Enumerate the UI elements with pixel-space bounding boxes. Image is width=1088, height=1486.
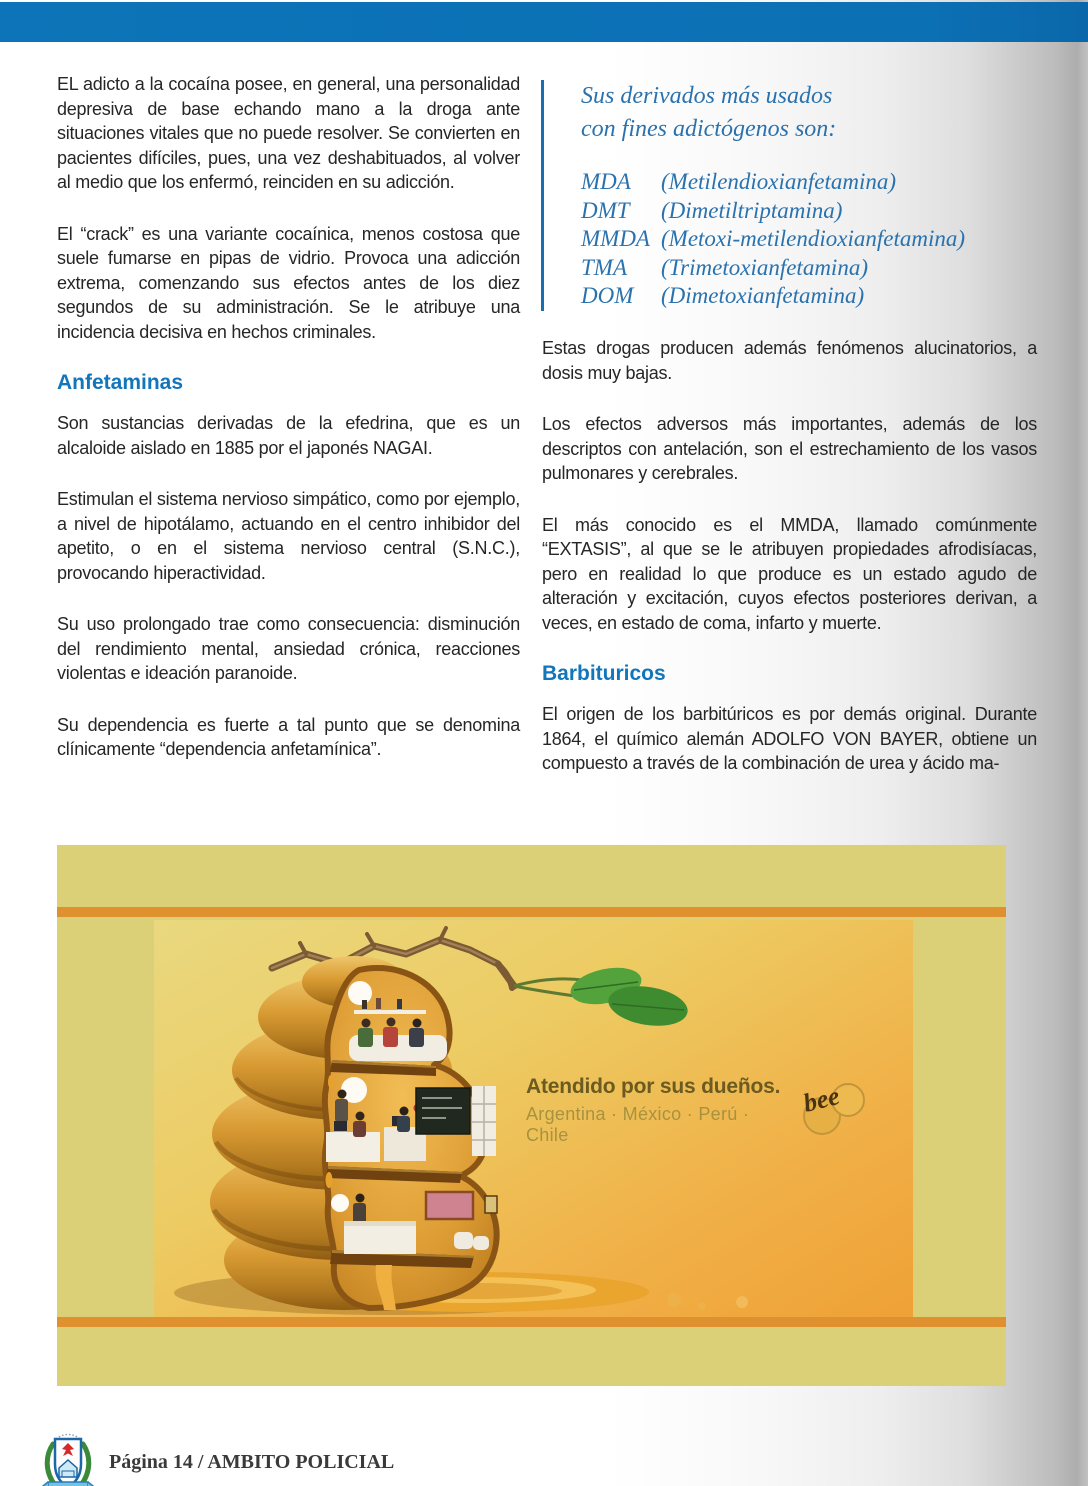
section-heading-barbituricos: Barbituricos — [542, 662, 666, 685]
ad-countries: Argentina · México · Perú · Chile — [526, 1104, 750, 1145]
derivative-abbr: MDA — [581, 169, 631, 194]
derivative-abbr: TMA — [581, 254, 627, 280]
paragraph: EL adicto a la cocaína posee, en general, una personalidad depresiva de base echando mano a la droga ante situaciones vitales que no puede resolver. Se convierten en pacientes difíciles, pues, una vez deshabituados, al volver al medio que los enfermó, reinciden en su adicción. — [57, 74, 520, 192]
derivative-item — [581, 197, 1051, 226]
paragraph: El origen de los barbitúricos es por demás original. Durante 1864, el químico alemán ADOLFO VON BAYER, obtiene un compuesto a través de la combinación de urea y ácido ma- — [542, 704, 1037, 773]
derivative-abbr: DMT — [581, 197, 630, 223]
paragraph: Son sustancias derivadas de la efedrina, que es un alcaloide aislado en 1885 por el japonés NAGAI. — [57, 413, 520, 458]
bee-logo — [800, 1081, 864, 1134]
derivative-name: (Dimetoxianfetamina) — [661, 283, 865, 308]
leaves — [498, 962, 690, 1031]
section-heading-anfetaminas: Anfetaminas — [57, 371, 184, 394]
police-crest-logo — [42, 1430, 94, 1486]
paragraph: Estimulan el sistema nervioso simpático, como por ejemplo, a nivel de hipotálamo, actuando en el centro inhibidor del apetito, o en el sistema nervioso central (S.N.C.), provocando hiperactividad. — [57, 489, 520, 583]
derivative-abbr: MMDA — [581, 226, 650, 251]
ad-headline: Atendido por sus dueños. — [526, 1075, 781, 1098]
ad-orange-rule-top — [57, 907, 1006, 917]
paragraph: Su dependencia es fuerte a tal punto que se denomina clínicamente “dependencia anfetamínica”. — [57, 714, 520, 759]
right-column — [542, 336, 1037, 803]
paragraph: El “crack” es una variante cocaínica, menos costosa que suele fumarse en pipas de vidrio. Provoca una adicción extrema, comenzando sus efectos antes de los diez segundos de su administración. Se le atribuye una incidencia decisiva en hechos criminales. — [57, 223, 520, 342]
derivatives-callout — [541, 80, 1051, 311]
derivative-item — [581, 254, 1051, 283]
derivative-abbr: DOM — [581, 283, 634, 308]
derivative-item — [581, 225, 1051, 254]
derivatives-intro — [581, 80, 1051, 146]
paragraph: Su uso prolongado trae como consecuencia: disminución del rendimiento mental, ansiedad crónica, reacciones violentas e ideación paranoide. — [57, 614, 520, 683]
beehive-ad-photo — [154, 920, 913, 1317]
ad-orange-rule-bottom — [57, 1317, 1006, 1327]
header-bar — [0, 2, 1088, 42]
ad-copy — [526, 1075, 796, 1146]
derivative-item — [581, 168, 1051, 197]
page-footer — [42, 1430, 394, 1486]
derivatives-intro-line2: con fines adictógenos son: — [581, 116, 837, 142]
footer-page-label: Página 14 / AMBITO POLICIAL — [109, 1450, 395, 1473]
derivatives-intro-line1: Sus derivados más usados — [581, 83, 833, 109]
derivative-name: (Metilendioxianfetamina) — [661, 169, 897, 194]
honey-splash — [667, 1293, 681, 1307]
derivative-name: (Metoxi-metilendioxianfetamina) — [661, 226, 966, 251]
bee-logo-text: bee — [800, 1080, 843, 1118]
paragraph: El más conocido es el MMDA, llamado comúnmente “EXTASIS”, al que se le atribuyen propiedades afrodisíacas, pero en realidad lo que produce es un estado agudo de alteración y excitación, cuyos efectos posteriores derivan, a veces, en estado de coma, infarto y muerte. — [542, 514, 1037, 633]
paragraph: Estas drogas producen además fenómenos alucinatorios, a dosis muy bajas. — [542, 338, 1037, 383]
derivative-name: (Dimetiltriptamina) — [661, 197, 843, 223]
left-column — [57, 72, 520, 789]
paragraph: Los efectos adversos más importantes, además de los descriptos con antelación, son el estrechamiento de los vasos pulmonares y cerebrales. — [542, 414, 1037, 483]
derivative-name: (Trimetoxianfetamina) — [661, 254, 868, 280]
derivative-item — [581, 282, 1051, 311]
advertisement — [57, 845, 1006, 1386]
